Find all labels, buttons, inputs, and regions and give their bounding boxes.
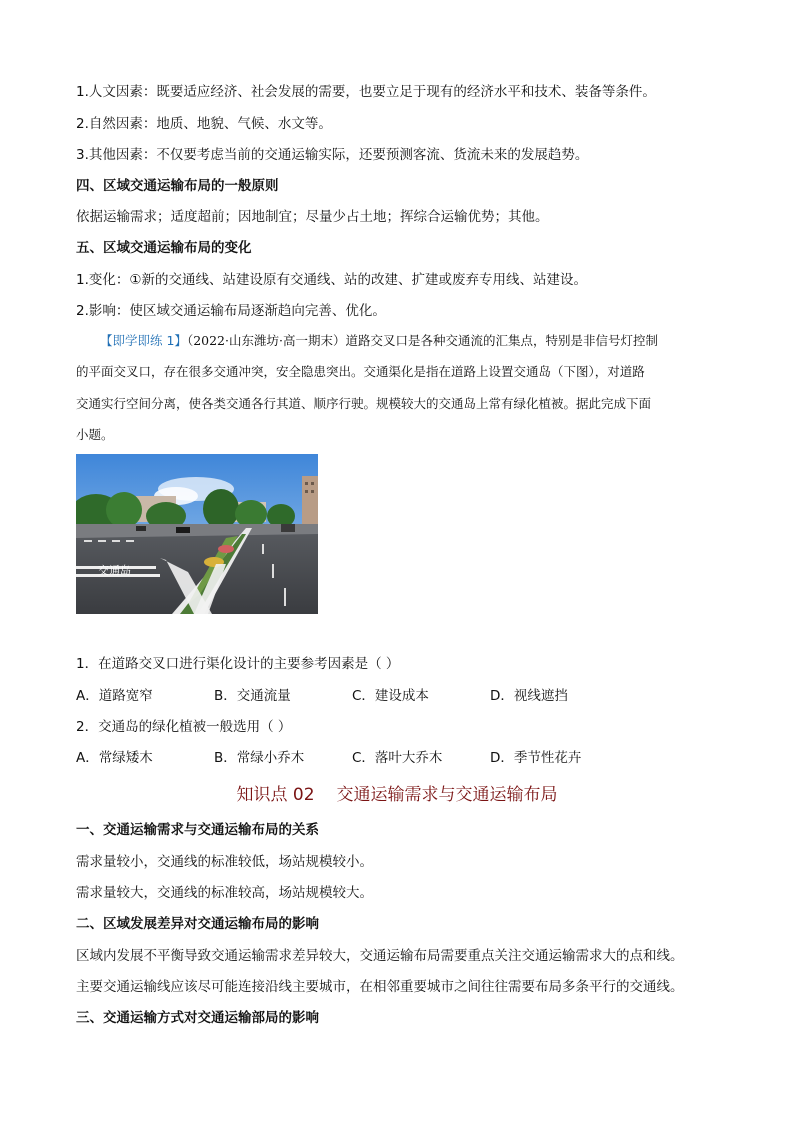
regional-difference-text-2: 主要交通运输线应该尽可能连接沿线主要城市，在相邻重要城市之间往往需要布局多条平行的交通线。 — [76, 979, 684, 995]
change-text: 1.变化：①新的交通线、站建设原有交通线、站的改建、扩建或废弃专用线、站建设。 — [76, 272, 587, 288]
principles-text: 依据运输需求；适度超前；因地制宜；尽量少占土地；挥综合运输优势；其他。 — [76, 209, 549, 225]
knowledge-point-heading: 交通运输需求与交通运输布局 — [336, 785, 558, 805]
q1-option-b[interactable]: B．交通流量 — [214, 688, 291, 704]
q2-option-c[interactable]: C．落叶大乔木 — [352, 750, 443, 766]
knowledge-point-number: 知识点 02 — [236, 785, 315, 805]
exercise-line-3: 交通实行空间分离，使各类交通各行其道、顺序行驶。规模较大的交通岛上常有绿化植被。据此完成下面 — [76, 396, 652, 411]
factor-natural: 2.自然因素：地质、地貌、气候、水文等。 — [76, 116, 332, 132]
impact-text: 2.影响：使区域交通运输布局逐渐趋向完善、优化。 — [76, 303, 386, 319]
knowledge-point-title — [0, 783, 794, 807]
question-2-stem: 2．交通岛的绿化植被一般选用（ ） — [76, 719, 292, 735]
regional-difference-text-1: 区域内发展不平衡导致交通运输需求差异较大，交通运输布局需要重点关注交通运输需求大的点和线。 — [76, 948, 684, 964]
exercise-tag: 【即学即练 1】 — [100, 333, 187, 348]
heading-regional-difference: 二、区域发展差异对交通运输布局的影响 — [76, 916, 319, 932]
demand-large-text: 需求量较大，交通线的标准较高，场站规模较大。 — [76, 885, 373, 901]
heading-principles: 四、区域交通运输布局的一般原则 — [76, 178, 279, 194]
factor-human: 1.人文因素：既要适应经济、社会发展的需要，也要立足于现有的经济水平和技术、装备等条件。 — [76, 84, 656, 100]
exercise-line-2: 的平面交叉口，存在很多交通冲突，安全隐患突出。交通渠化是指在道路上设置交通岛（下图），对道路 — [76, 364, 645, 379]
demand-small-text: 需求量较小，交通线的标准较低，场站规模较小。 — [76, 854, 373, 870]
factor-other: 3.其他因素：不仅要考虑当前的交通运输实际，还要预测客流、货流未来的发展趋势。 — [76, 147, 589, 163]
q2-option-a[interactable]: A．常绿矮木 — [76, 750, 153, 766]
exercise-line-1: 【即学即练 1】（2022·山东潍坊·高一期末）道路交叉口是各种交通流的汇集点，特别是非信号灯控制 — [100, 333, 658, 348]
q2-option-b[interactable]: B．常绿小乔木 — [214, 750, 305, 766]
photo-label: 交通岛 — [98, 564, 131, 577]
question-1-stem: 1．在道路交叉口进行渠化设计的主要参考因素是（ ） — [76, 656, 400, 672]
heading-demand-relation: 一、交通运输需求与交通运输布局的关系 — [76, 822, 319, 838]
q1-option-d[interactable]: D．视线遮挡 — [490, 688, 568, 704]
traffic-island-photo — [76, 454, 318, 614]
heading-changes: 五、区域交通运输布局的变化 — [76, 240, 252, 256]
q1-option-c[interactable]: C．建设成本 — [352, 688, 429, 704]
exercise-line-4: 小题。 — [76, 427, 114, 442]
q2-option-d[interactable]: D．季节性花卉 — [490, 750, 582, 766]
q1-option-a[interactable]: A．道路宽窄 — [76, 688, 153, 704]
heading-transport-mode: 三、交通运输方式对交通运输部局的影响 — [76, 1010, 319, 1026]
